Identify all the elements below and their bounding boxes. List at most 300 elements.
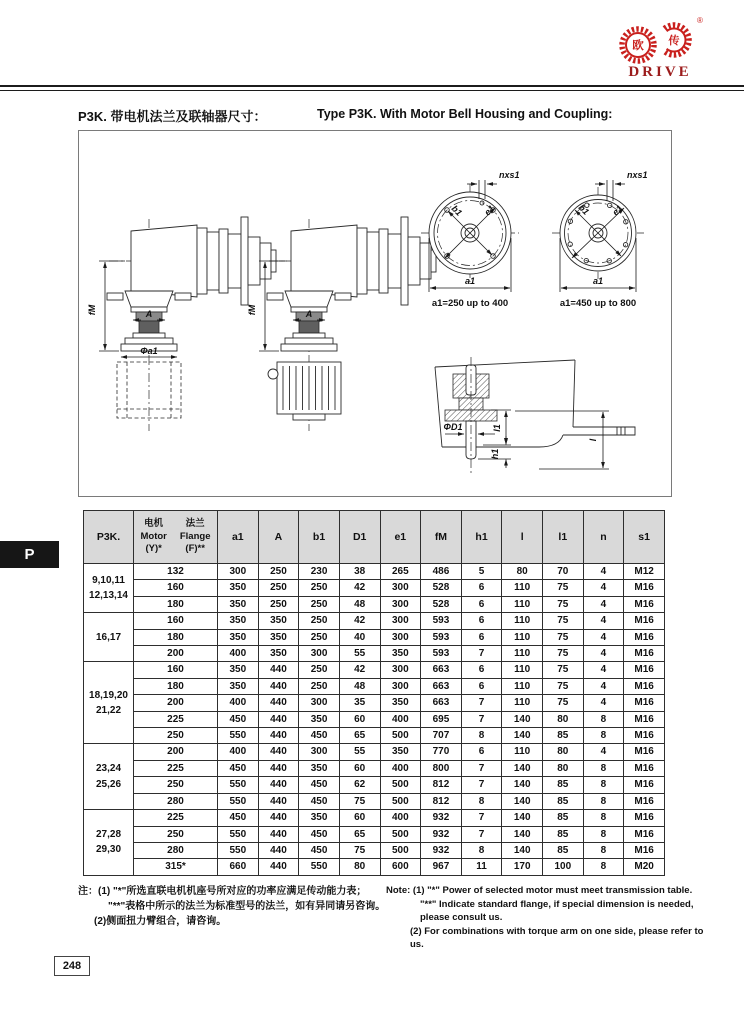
dimension-cell: 967: [421, 859, 462, 875]
dimension-cell: 85: [543, 777, 584, 793]
dimension-cell: 250: [299, 662, 340, 678]
dimension-cell: 42: [339, 662, 380, 678]
note-line: Note: (1) "*" Power of selected motor must meet transmission table.: [386, 885, 693, 896]
dimension-cell: M16: [624, 711, 665, 727]
dimension-cell: 350: [218, 596, 259, 612]
dimension-cell: 4: [583, 564, 624, 580]
dimension-cell: 6: [461, 744, 502, 760]
size-group-label: 9,10,11 12,13,14: [84, 564, 134, 613]
dimension-cell: 140: [502, 728, 543, 744]
dimension-cell: 35: [339, 695, 380, 711]
svg-text:Φa1: Φa1: [140, 346, 158, 356]
dimension-cell: 400: [218, 646, 259, 662]
note-line: 注：(1) "*"所选直联电机机座号所对应的功率应满足传动能力表；: [78, 886, 367, 897]
dimension-cell: 42: [339, 580, 380, 596]
dimension-cell: 528: [421, 580, 462, 596]
flange-diagram-large: [552, 170, 648, 309]
dimension-cell: 440: [258, 842, 299, 858]
dimension-cell: M16: [624, 826, 665, 842]
dimension-cell: 80: [339, 859, 380, 875]
dimension-cell: 8: [583, 810, 624, 826]
dimension-cell: 440: [258, 678, 299, 694]
motor-size-cell: 180: [134, 629, 218, 645]
note-line: please consult us.: [420, 912, 503, 923]
motor-size-cell: 200: [134, 695, 218, 711]
header-rule: [0, 85, 744, 91]
dimension-cell: 450: [218, 760, 259, 776]
dimension-cell: 60: [339, 711, 380, 727]
col-header-s1: s1: [624, 511, 665, 564]
dimension-cell: 250: [258, 564, 299, 580]
dimension-cell: 8: [461, 728, 502, 744]
dimension-cell: 8: [583, 711, 624, 727]
dimension-cell: 400: [380, 711, 421, 727]
dimension-cell: 450: [299, 842, 340, 858]
dimension-cell: 300: [380, 662, 421, 678]
flange-caption-small: a1=250 up to 400: [431, 298, 509, 309]
dimension-cell: 250: [299, 629, 340, 645]
dimension-cell: 707: [421, 728, 462, 744]
table-row: [84, 810, 665, 826]
dimension-cell: 450: [218, 711, 259, 727]
gearmotor-side-view-flange: [87, 217, 287, 431]
dimension-cell: 6: [461, 662, 502, 678]
table-row: [84, 777, 665, 793]
dimension-cell: 932: [421, 810, 462, 826]
dimension-cell: M16: [624, 728, 665, 744]
dimension-cell: 85: [543, 842, 584, 858]
dimension-cell: 38: [339, 564, 380, 580]
note-line: "**"表格中所示的法兰为标准型号的法兰，如有异同请另咨询。: [108, 901, 386, 912]
dimension-cell: 4: [583, 629, 624, 645]
motor-size-cell: 250: [134, 728, 218, 744]
dimension-cell: 40: [339, 629, 380, 645]
size-group-label: 23,24 25,26: [84, 744, 134, 810]
dimension-cell: 300: [299, 695, 340, 711]
coupling-detail: [435, 357, 635, 475]
dimension-cell: 300: [218, 564, 259, 580]
dimension-cell: 250: [299, 596, 340, 612]
dimension-cell: M16: [624, 793, 665, 809]
dimension-cell: 75: [543, 695, 584, 711]
dimension-cell: M16: [624, 646, 665, 662]
dimension-cell: 400: [380, 760, 421, 776]
motor-size-cell: 160: [134, 662, 218, 678]
gear-left-icon: [622, 29, 654, 61]
dimension-cell: 593: [421, 646, 462, 662]
dimension-cell: 250: [299, 580, 340, 596]
brand-logo: [608, 12, 718, 84]
dimension-cell: M16: [624, 760, 665, 776]
dimension-cell: 6: [461, 629, 502, 645]
dimension-cell: 663: [421, 662, 462, 678]
dimension-cell: 140: [502, 810, 543, 826]
dimension-cell: M20: [624, 859, 665, 875]
dimension-cell: 8: [583, 826, 624, 842]
dimension-cell: 75: [339, 793, 380, 809]
dimension-cell: 593: [421, 613, 462, 629]
dimension-cell: 663: [421, 695, 462, 711]
dimension-cell: 4: [583, 744, 624, 760]
table-row: [84, 793, 665, 809]
dimension-cell: 85: [543, 728, 584, 744]
table-row: [84, 629, 665, 645]
svg-text:b1: b1: [576, 202, 592, 217]
col-header-n: n: [583, 511, 624, 564]
dimension-cell: 110: [502, 744, 543, 760]
brand-name: DRIVE: [628, 64, 692, 80]
dimension-cell: 4: [583, 662, 624, 678]
dimension-cell: 440: [258, 744, 299, 760]
dimension-cell: 300: [299, 744, 340, 760]
dimension-cell: 440: [258, 711, 299, 727]
dimension-cell: 48: [339, 596, 380, 612]
dimension-cell: 300: [380, 580, 421, 596]
dimension-cell: 400: [218, 695, 259, 711]
dimension-cell: M16: [624, 596, 665, 612]
table-row: [84, 842, 665, 858]
dimension-cell: 250: [299, 613, 340, 629]
dimension-cell: 550: [218, 793, 259, 809]
dimension-cell: 7: [461, 711, 502, 727]
dimension-cell: 440: [258, 777, 299, 793]
dimension-cell: 55: [339, 744, 380, 760]
dimension-cell: 75: [543, 596, 584, 612]
page-number: 248: [54, 956, 90, 976]
table-row: [84, 662, 665, 678]
dimension-cell: 60: [339, 760, 380, 776]
dimension-cell: 65: [339, 728, 380, 744]
note-line: (2)侧面扭力臂组合，请咨询。: [94, 916, 227, 927]
dimension-cell: 440: [258, 760, 299, 776]
dimension-cell: 800: [421, 760, 462, 776]
dimension-cell: 500: [380, 826, 421, 842]
col-header-l1: l1: [543, 511, 584, 564]
dimension-cell: 440: [258, 695, 299, 711]
dimension-cell: 400: [380, 810, 421, 826]
dimension-cell: 500: [380, 793, 421, 809]
dimension-cell: 500: [380, 777, 421, 793]
motor-size-cell: 200: [134, 744, 218, 760]
dimension-cell: 140: [502, 842, 543, 858]
dimension-cell: 85: [543, 793, 584, 809]
motor-size-cell: 132: [134, 564, 218, 580]
motor-size-cell: 280: [134, 842, 218, 858]
dimension-cell: 4: [583, 613, 624, 629]
dimension-cell: 75: [339, 842, 380, 858]
dimension-cell: 170: [502, 859, 543, 875]
dimension-cell: 550: [218, 842, 259, 858]
dimension-cell: 350: [218, 662, 259, 678]
svg-text:e1: e1: [482, 203, 497, 218]
dimension-cell: 75: [543, 678, 584, 694]
dimension-cell: 140: [502, 711, 543, 727]
dimension-cell: 6: [461, 678, 502, 694]
dimension-cell: 8: [583, 777, 624, 793]
motor-size-cell: 250: [134, 777, 218, 793]
col-header-D1: D1: [339, 511, 380, 564]
motor-size-cell: 160: [134, 580, 218, 596]
motor-size-cell: 160: [134, 613, 218, 629]
table-row: [84, 580, 665, 596]
dimension-cell: 55: [339, 646, 380, 662]
technical-drawing-box: [78, 130, 672, 497]
dimension-cell: 80: [543, 744, 584, 760]
svg-text:b1: b1: [449, 203, 465, 218]
dimension-cell: 500: [380, 842, 421, 858]
dimension-cell: 350: [380, 695, 421, 711]
dimension-cell: 350: [299, 760, 340, 776]
dimension-cell: 440: [258, 826, 299, 842]
dimension-cell: M16: [624, 678, 665, 694]
dimension-cell: 695: [421, 711, 462, 727]
dimension-cell: 85: [543, 810, 584, 826]
dimension-cell: 75: [543, 662, 584, 678]
dimension-cell: 110: [502, 580, 543, 596]
dimension-cell: 550: [218, 728, 259, 744]
dimension-cell: 110: [502, 596, 543, 612]
gear-right-icon: [663, 16, 703, 55]
dimension-cell: M12: [624, 564, 665, 580]
dimension-cell: 7: [461, 695, 502, 711]
dimension-cell: 110: [502, 662, 543, 678]
flange-diagram-small: [421, 170, 520, 309]
dimension-cell: 60: [339, 810, 380, 826]
dimension-cell: M16: [624, 777, 665, 793]
dimension-cell: 7: [461, 810, 502, 826]
dimension-cell: 350: [258, 646, 299, 662]
svg-text:a1: a1: [464, 276, 476, 286]
col-header-fM: fM: [421, 511, 462, 564]
col-header-p3k: P3K.: [84, 511, 134, 564]
dimension-cell: M16: [624, 842, 665, 858]
table-row: [84, 826, 665, 842]
dimension-cell: 75: [543, 629, 584, 645]
dimension-cell: 400: [218, 744, 259, 760]
dimension-cell: 11: [461, 859, 502, 875]
col-header-a1: a1: [218, 511, 259, 564]
dimension-cell: 7: [461, 826, 502, 842]
table-row: [84, 744, 665, 760]
dimension-cell: 85: [543, 826, 584, 842]
col-header-h1: h1: [461, 511, 502, 564]
dimension-cell: 70: [543, 564, 584, 580]
motor-size-cell: 200: [134, 646, 218, 662]
dimension-cell: 4: [583, 678, 624, 694]
dimension-cell: M16: [624, 580, 665, 596]
table-row: [84, 596, 665, 612]
dimension-cell: 250: [258, 596, 299, 612]
dimension-cell: 350: [218, 678, 259, 694]
dimension-cell: 593: [421, 629, 462, 645]
svg-text:nxs1: nxs1: [499, 170, 520, 180]
dimension-cell: M16: [624, 744, 665, 760]
dimension-cell: M16: [624, 662, 665, 678]
dimension-cell: 110: [502, 678, 543, 694]
dimension-cell: 350: [380, 744, 421, 760]
dimension-cell: 350: [299, 711, 340, 727]
table-row: [84, 564, 665, 580]
col-header-b1: b1: [299, 511, 340, 564]
motor-size-cell: 225: [134, 711, 218, 727]
dimension-cell: 250: [299, 678, 340, 694]
dimension-cell: 932: [421, 842, 462, 858]
dimension-cell: 350: [258, 613, 299, 629]
dimension-cell: 110: [502, 646, 543, 662]
table-row: [84, 646, 665, 662]
dimension-cell: 550: [299, 859, 340, 875]
page-title-cn: P3K. 带电机法兰及联轴器尺寸：: [78, 109, 267, 124]
dimension-cell: 62: [339, 777, 380, 793]
dimension-cell: 8: [583, 728, 624, 744]
dimension-cell: 450: [299, 826, 340, 842]
table-row: [84, 859, 665, 875]
gearmotor-side-view-motor: [247, 217, 447, 431]
table-row: [84, 695, 665, 711]
dimension-cell: 110: [502, 613, 543, 629]
dimension-cell: M16: [624, 629, 665, 645]
table-row: [84, 760, 665, 776]
table-row: [84, 678, 665, 694]
dimension-cell: 8: [583, 842, 624, 858]
dimension-cell: 75: [543, 613, 584, 629]
dimension-cell: 4: [583, 646, 624, 662]
dimension-cell: 110: [502, 629, 543, 645]
motor-size-cell: 225: [134, 810, 218, 826]
dimension-cell: 300: [380, 629, 421, 645]
motor-size-cell: 250: [134, 826, 218, 842]
dimension-cell: 42: [339, 613, 380, 629]
dimension-table-body: [84, 564, 665, 876]
dimension-cell: 528: [421, 596, 462, 612]
svg-text:h1: h1: [490, 448, 500, 460]
flange-header: 法兰 Flange (F)**: [179, 518, 211, 555]
dimension-cell: 440: [258, 662, 299, 678]
motor-header: 电机 Motor (Y)*: [140, 518, 167, 555]
dimension-cell: 230: [299, 564, 340, 580]
dimension-table: [83, 510, 665, 876]
page-title-en: Type P3K. With Motor Bell Housing and Coupling:: [317, 107, 613, 121]
dimension-cell: 4: [583, 596, 624, 612]
col-header-A: A: [258, 511, 299, 564]
dimension-cell: M16: [624, 695, 665, 711]
dimension-cell: 6: [461, 613, 502, 629]
dimension-cell: 550: [218, 826, 259, 842]
flange-caption-large: a1=450 up to 800: [559, 298, 637, 309]
dimension-cell: 8: [461, 793, 502, 809]
dimension-cell: 140: [502, 760, 543, 776]
note-line: "**" Indicate standard flange, if special dimension is needed,: [420, 898, 694, 910]
brand-char-right: 传: [668, 35, 680, 47]
col-header-e1: e1: [380, 511, 421, 564]
dimension-cell: 663: [421, 678, 462, 694]
dimension-cell: 6: [461, 580, 502, 596]
notes-cn: [78, 884, 390, 929]
dimension-cell: 80: [502, 564, 543, 580]
motor-size-cell: 180: [134, 678, 218, 694]
dimension-cell: 486: [421, 564, 462, 580]
col-header-l: l: [502, 511, 543, 564]
dimension-cell: 48: [339, 678, 380, 694]
table-row: [84, 711, 665, 727]
svg-text:ΦD1: ΦD1: [443, 422, 463, 432]
dimension-cell: 600: [380, 859, 421, 875]
note-line: (2) For combinations with torque arm on one side, please refer to us.: [410, 925, 704, 950]
dimension-cell: 450: [218, 810, 259, 826]
dimension-cell: 140: [502, 826, 543, 842]
motor-size-cell: 315*: [134, 859, 218, 875]
svg-text:l: l: [588, 438, 598, 442]
registered-mark: ®: [697, 16, 703, 25]
svg-text:a1: a1: [592, 276, 604, 286]
motor-size-cell: 280: [134, 793, 218, 809]
dimension-cell: 350: [218, 629, 259, 645]
dimension-cell: 770: [421, 744, 462, 760]
dimension-cell: 75: [543, 580, 584, 596]
dimension-cell: 65: [339, 826, 380, 842]
dimension-cell: 265: [380, 564, 421, 580]
dimension-cell: 7: [461, 777, 502, 793]
dimension-cell: 80: [543, 711, 584, 727]
svg-text:nxs1: nxs1: [627, 170, 648, 180]
dimension-cell: 350: [218, 580, 259, 596]
dimension-cell: 440: [258, 728, 299, 744]
dimension-cell: 140: [502, 777, 543, 793]
dimension-cell: 550: [218, 777, 259, 793]
size-group-label: 16,17: [84, 613, 134, 662]
dimension-cell: 7: [461, 646, 502, 662]
dimension-cell: M16: [624, 613, 665, 629]
dimension-cell: 8: [583, 760, 624, 776]
technical-drawing: [79, 131, 671, 496]
dimension-cell: 4: [583, 695, 624, 711]
size-group-label: 27,28 29,30: [84, 810, 134, 876]
dimension-cell: 75: [543, 646, 584, 662]
dimension-cell: 660: [218, 859, 259, 875]
dimension-cell: 8: [461, 842, 502, 858]
dimension-cell: 440: [258, 859, 299, 875]
dimension-cell: 812: [421, 777, 462, 793]
dimension-cell: 300: [380, 596, 421, 612]
dimension-cell: 350: [380, 646, 421, 662]
dimension-cell: 450: [299, 777, 340, 793]
dimension-cell: 4: [583, 580, 624, 596]
table-header-row: [84, 511, 665, 564]
dimension-cell: 500: [380, 728, 421, 744]
table-row: [84, 728, 665, 744]
dimension-cell: 300: [380, 678, 421, 694]
col-header-motor-flange: [134, 511, 218, 564]
dimension-cell: 7: [461, 760, 502, 776]
dimension-cell: 300: [299, 646, 340, 662]
notes-en: [386, 884, 708, 952]
dimension-cell: 440: [258, 793, 299, 809]
table-row: [84, 613, 665, 629]
motor-size-cell: 180: [134, 596, 218, 612]
dimension-cell: 100: [543, 859, 584, 875]
dimension-cell: 250: [258, 580, 299, 596]
dimension-cell: 80: [543, 760, 584, 776]
size-group-label: 18,19,20 21,22: [84, 662, 134, 744]
dimension-cell: 450: [299, 793, 340, 809]
svg-text:l1: l1: [492, 424, 502, 432]
dimension-cell: 350: [218, 613, 259, 629]
dimension-cell: 350: [258, 629, 299, 645]
dimension-cell: 140: [502, 793, 543, 809]
dimension-cell: 6: [461, 596, 502, 612]
dimension-cell: 350: [299, 810, 340, 826]
motor-size-cell: 225: [134, 760, 218, 776]
